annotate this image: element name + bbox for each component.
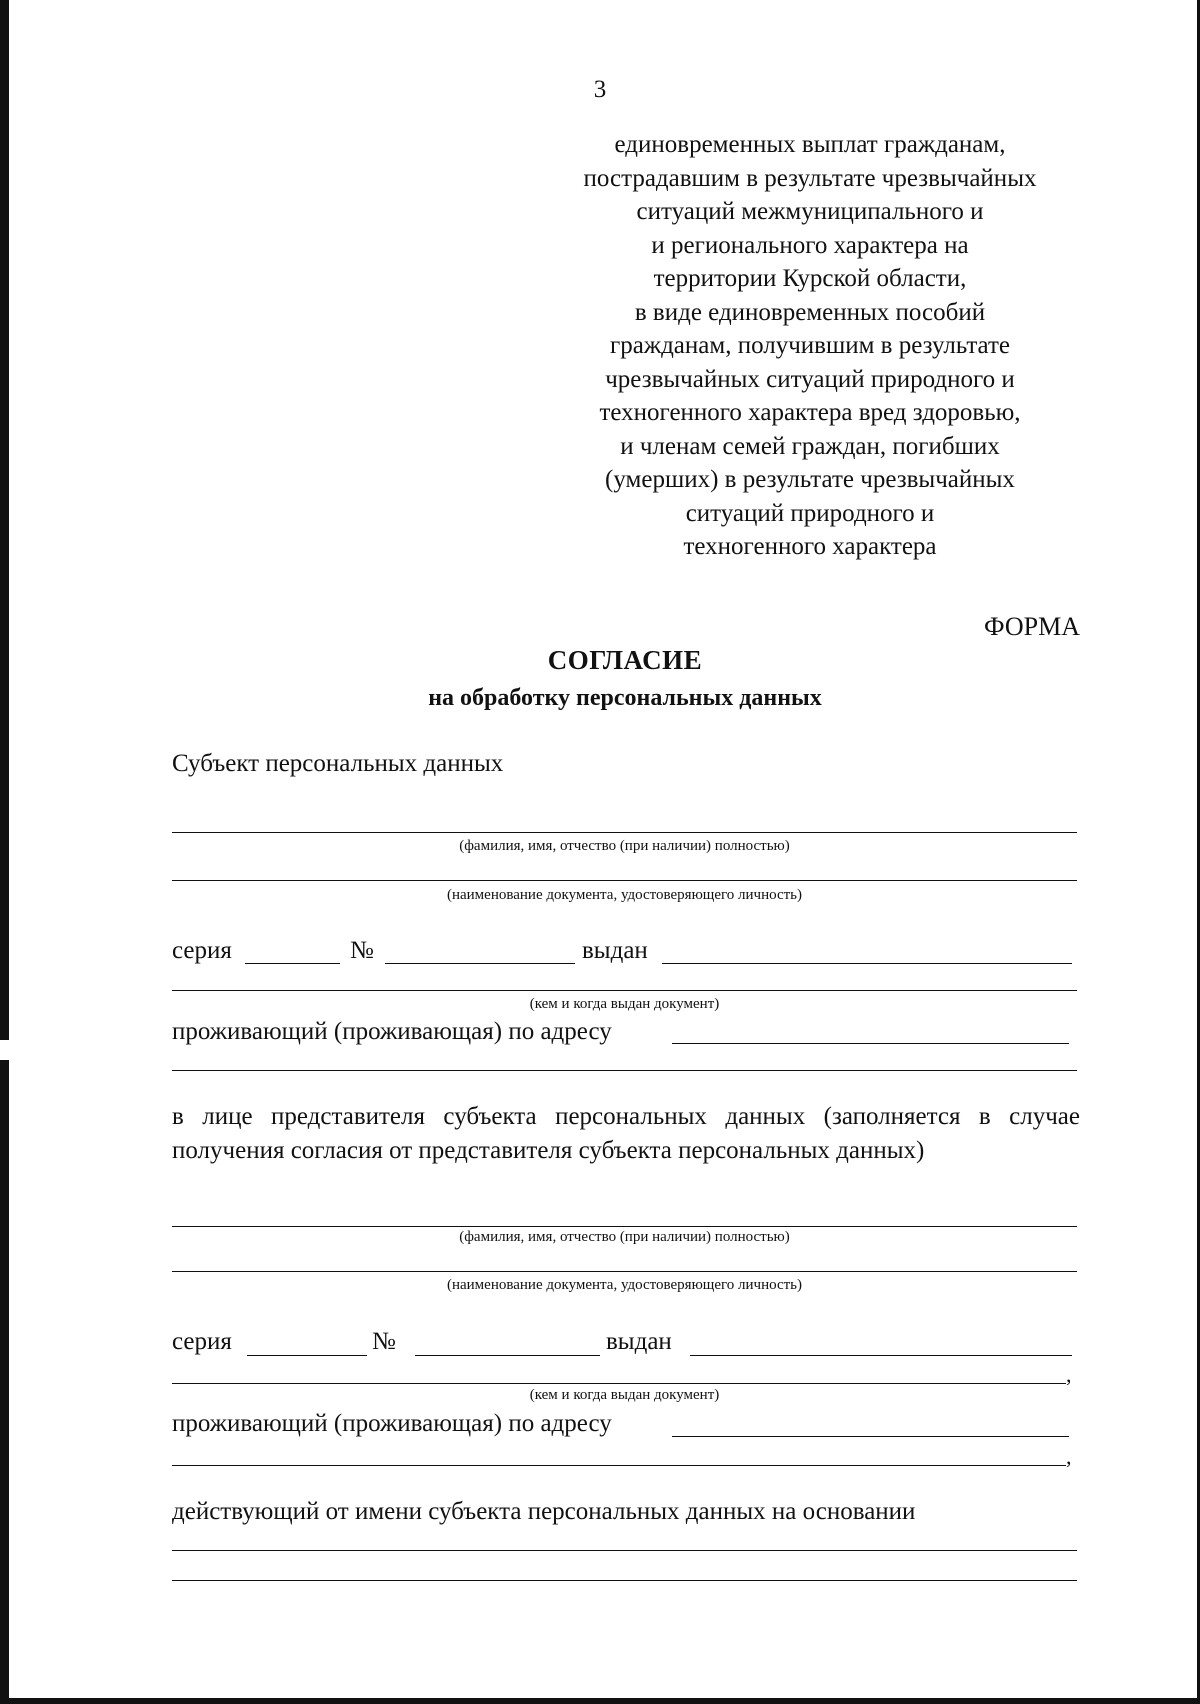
representative-paragraph: в лице представителя субъекта персональных данных (заполняется в случае получения согласия от представителя субъекта персональных данных) bbox=[172, 1103, 1080, 1164]
header-line: техногенного характера вред здоровью, bbox=[599, 399, 1021, 426]
document-subtitle: на обработку персональных данных bbox=[428, 685, 822, 711]
scan-edge-bottom bbox=[0, 1698, 1200, 1704]
header-line: в виде единовременных пособий bbox=[634, 298, 986, 326]
rep-issued-label: выдан bbox=[606, 1328, 672, 1355]
header-block bbox=[500, 128, 1120, 564]
subject-series-line[interactable] bbox=[245, 963, 340, 964]
subject-series-label: серия bbox=[172, 937, 232, 964]
scan-edge-gap bbox=[0, 1040, 9, 1060]
rep-fio-caption: (фамилия, имя, отчество (при наличии) полностью) bbox=[459, 1229, 790, 1245]
header-line: пострадавшим в результате чрезвычайных bbox=[583, 164, 1037, 192]
acting-label: действующий от имени субъекта персональных данных на основании bbox=[172, 1498, 916, 1525]
header-line: единовременных выплат гражданам, bbox=[614, 131, 1006, 158]
header-line: и регионального характера на bbox=[651, 231, 969, 259]
rep-issued-comma: , bbox=[1066, 1362, 1072, 1387]
rep-fio-line[interactable] bbox=[172, 1226, 1077, 1227]
subject-address-label: проживающий (проживающая) по адресу bbox=[172, 1018, 612, 1045]
rep-number-line[interactable] bbox=[415, 1355, 600, 1356]
header-line: техногенного характера bbox=[683, 533, 937, 560]
header-line: ситуаций межмуниципального и bbox=[636, 198, 984, 225]
header-line: ситуаций природного и bbox=[685, 499, 935, 527]
header-line: и членам семей граждан, погибших bbox=[620, 432, 1000, 460]
rep-doc-line[interactable] bbox=[172, 1271, 1077, 1272]
subject-fio-line[interactable] bbox=[172, 832, 1077, 833]
subject-issued-caption: (кем и когда выдан документ) bbox=[529, 996, 720, 1012]
subject-issued-label: выдан bbox=[582, 937, 648, 964]
rep-issued-caption: (кем и когда выдан документ) bbox=[529, 1387, 720, 1403]
acting-line-2[interactable] bbox=[172, 1580, 1077, 1581]
rep-address-comma: , bbox=[1066, 1444, 1072, 1469]
subject-doc-line[interactable] bbox=[172, 880, 1077, 881]
subject-label: Субъект персональных данных bbox=[172, 750, 504, 777]
subject-address-line[interactable] bbox=[672, 1043, 1069, 1044]
rep-series-line[interactable] bbox=[247, 1355, 367, 1356]
header-line: гражданам, получившим в результате bbox=[609, 332, 1011, 359]
header-line: чрезвычайных ситуаций природного и bbox=[605, 365, 1015, 393]
rep-address-label: проживающий (проживающая) по адресу bbox=[172, 1410, 612, 1437]
subject-issued-line-2[interactable] bbox=[172, 990, 1077, 991]
header-line: (умерших) в результате чрезвычайных bbox=[605, 466, 1015, 493]
document-title: СОГЛАСИЕ bbox=[547, 645, 703, 675]
form-label: ФОРМА bbox=[984, 612, 1080, 641]
subject-number-line[interactable] bbox=[385, 963, 575, 964]
header-line: территории Курской области, bbox=[653, 265, 967, 292]
page-number: 3 bbox=[593, 76, 607, 103]
subject-fio-caption: (фамилия, имя, отчество (при наличии) полностью) bbox=[459, 838, 790, 854]
rep-issued-line-2[interactable] bbox=[172, 1383, 1066, 1384]
acting-line-1[interactable] bbox=[172, 1550, 1077, 1551]
scan-edge-left bbox=[0, 0, 9, 1704]
subject-number-label: № bbox=[350, 937, 374, 964]
subject-address-line-2[interactable] bbox=[172, 1070, 1077, 1071]
subject-issued-line[interactable] bbox=[662, 963, 1072, 964]
rep-issued-line[interactable] bbox=[690, 1355, 1072, 1356]
rep-address-line-2[interactable] bbox=[172, 1465, 1066, 1466]
rep-address-line[interactable] bbox=[672, 1436, 1069, 1437]
rep-number-label: № bbox=[372, 1328, 396, 1355]
subject-doc-caption: (наименование документа, удостоверяющего личность) bbox=[446, 887, 803, 903]
rep-series-label: серия bbox=[172, 1328, 232, 1355]
rep-doc-caption: (наименование документа, удостоверяющего личность) bbox=[446, 1277, 803, 1293]
